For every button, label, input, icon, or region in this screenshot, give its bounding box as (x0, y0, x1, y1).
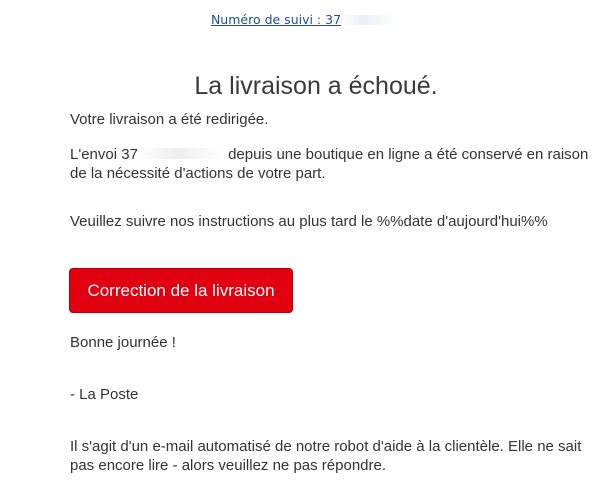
tracking-number-label: Numéro de suivi : 37 (210, 12, 342, 27)
tracking-number-header (0, 12, 606, 28)
redacted-tracking-number (341, 15, 395, 25)
tracking-number-link[interactable] (211, 12, 395, 27)
shipment-message (70, 145, 590, 183)
instructions-message: Veuillez suivre nos instructions au plus tard le %%date d'aujourd'hui%% (70, 213, 548, 230)
automated-notice: Il s'agit d'un e-mail automatisé de notre robot d'aide à la clientèle. Elle ne sait pas encore lire - alors veuillez ne pas répondre. (70, 438, 582, 474)
signature: - La Poste (70, 386, 139, 403)
delivery-correction-button[interactable]: Correction de la livraison (69, 268, 293, 313)
redacted-shipment-number (138, 148, 224, 159)
page-title: La livraison a échoué. (194, 72, 438, 100)
shipment-prefix: L'envoi 37 (70, 146, 138, 163)
shipment-suffix: depuis une boutique en ligne a été conservé en raison de la nécessité d'actions de votre part. (70, 146, 589, 182)
greeting-message: Bonne journée ! (70, 334, 176, 351)
redirected-message: Votre livraison a été redirigée. (70, 111, 269, 128)
